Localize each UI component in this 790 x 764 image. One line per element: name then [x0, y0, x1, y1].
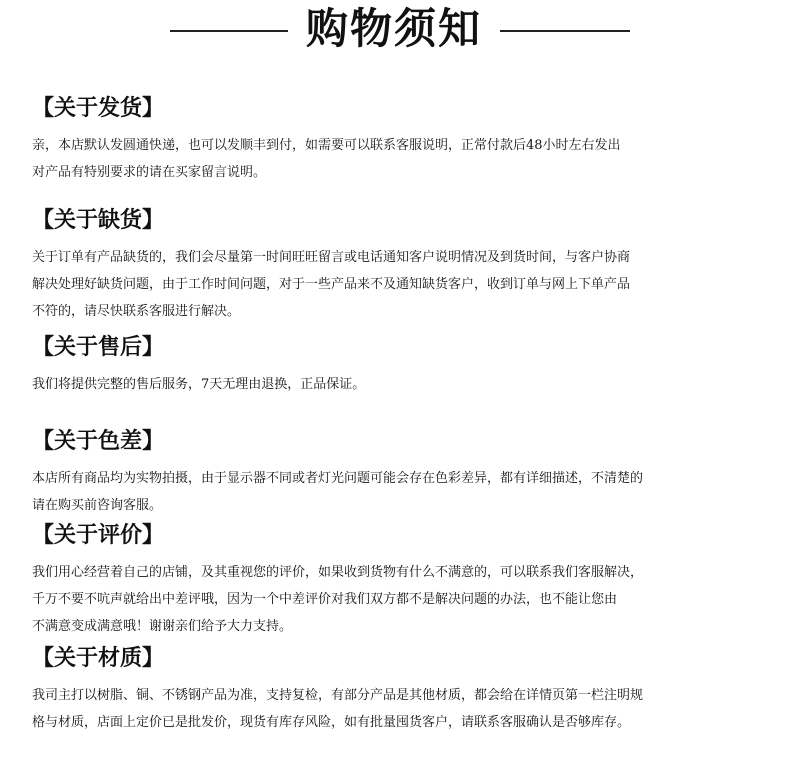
section-heading: 【关于售后】	[32, 334, 165, 360]
body-line: 关于订单有产品缺货的，我们会尽量第一时间旺旺留言或电话通知客户说明情况及到货时间，与客户协商	[32, 250, 631, 265]
body-line: 千万不要不吭声就给出中差评哦，因为一个中差评价对我们双方都不是解决问题的办法，也不能让您由	[32, 592, 618, 607]
body-line: 我司主打以树脂、铜、不锈钢产品为准，支持复检，有部分产品是其他材质，都会给在详情页第一栏注明规	[32, 688, 644, 703]
body-line: 请在购买前咨询客服。	[32, 498, 163, 513]
body-line: 本店所有商品均为实物拍摄，由于显示器不同或者灯光问题可能会存在色彩差异，都有详细描述，不清楚的	[32, 471, 644, 486]
header-rule-right	[500, 30, 630, 32]
body-line: 亲，本店默认发圆通快递，也可以发顺丰到付，如需要可以联系客服说明，正常付款后48小时左右发出	[32, 138, 621, 153]
section-body	[32, 682, 772, 736]
body-line: 我们将提供完整的售后服务，7天无理由退换，正品保证。	[32, 377, 366, 392]
page-header	[0, 0, 790, 64]
body-line: 格与材质，店面上定价已是批发价，现货有库存风险，如有批量囤货客户，请联系客服确认是否够库存。	[32, 715, 631, 730]
section-body	[32, 132, 772, 186]
section-body	[32, 244, 772, 325]
section-heading: 【关于发货】	[32, 95, 165, 121]
body-line: 不符的，请尽快联系客服进行解决。	[32, 304, 241, 319]
section-body	[32, 559, 772, 640]
section-heading: 【关于色差】	[32, 428, 165, 454]
section-shipping	[32, 94, 772, 186]
section-heading: 【关于材质】	[32, 645, 165, 671]
body-line: 对产品有特别要求的请在买家留言说明。	[32, 165, 267, 180]
section-heading: 【关于评价】	[32, 522, 165, 548]
section-after-sales	[32, 333, 772, 398]
body-line: 不满意变成满意哦！谢谢亲们给予大力支持。	[32, 619, 293, 634]
body-line: 解决处理好缺货问题，由于工作时间问题，对于一些产品来不及通知缺货客户，收到订单与网上下单产品	[32, 277, 631, 292]
section-materials	[32, 644, 772, 736]
body-line: 我们用心经营着自己的店铺，及其重视您的评价，如果收到货物有什么不满意的，可以联系我们客服解决，	[32, 565, 644, 580]
section-heading: 【关于缺货】	[32, 207, 165, 233]
section-out-of-stock	[32, 206, 772, 325]
section-reviews	[32, 521, 772, 640]
page-title: 购物须知	[305, 4, 482, 53]
section-body	[32, 371, 772, 398]
section-body	[32, 465, 772, 519]
header-rule-left	[170, 30, 288, 32]
section-color-difference	[32, 427, 772, 519]
